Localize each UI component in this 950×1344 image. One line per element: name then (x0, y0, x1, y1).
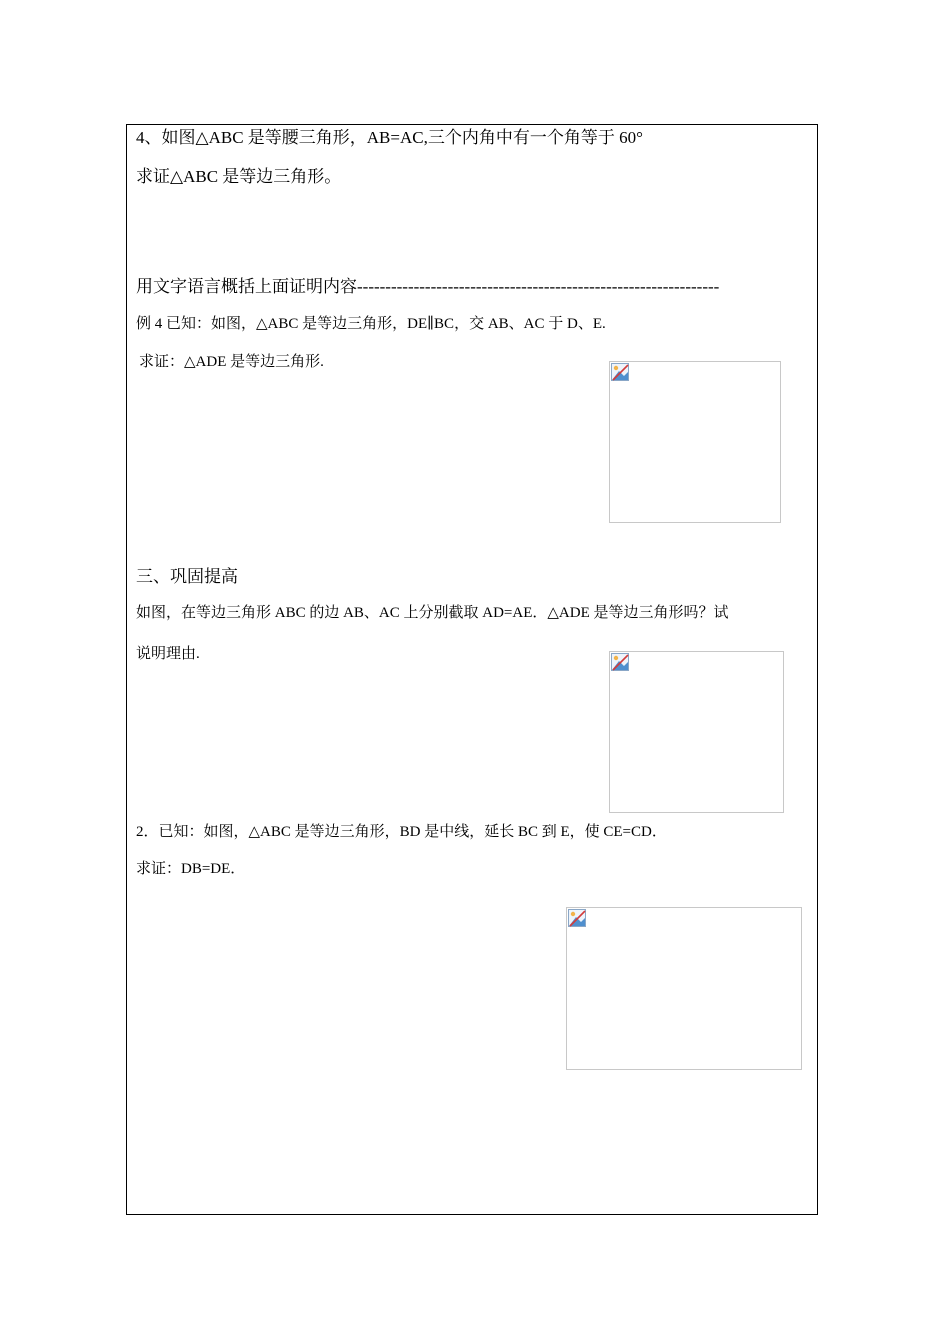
question-4-prove: 求证△ABC 是等边三角形。 (136, 167, 342, 186)
example-4-figure (609, 361, 781, 523)
section-heading-consolidate: 三、巩固提高 (136, 567, 238, 586)
example-4-given: 例 4 已知：如图，△ABC 是等边三角形，DE∥BC，交 AB、AC 于 D、E. (136, 316, 606, 332)
consolidate-question-1: 如图，在等边三角形 ABC 的边 AB、AC 上分别截取 AD=AE．△ADE 是等边三角形吗？试 (136, 605, 729, 621)
consolidate-question-1-cont: 说明理由. (136, 646, 200, 662)
summary-instruction: 用文字语言概括上面证明内容---------------------------------------------------------------- (136, 277, 720, 296)
broken-image-icon (568, 909, 586, 927)
broken-image-icon (611, 363, 629, 381)
consolidate-figure-1 (609, 651, 784, 813)
broken-image-icon (611, 653, 629, 671)
question-2-figure (566, 907, 802, 1070)
question-2-given: 2．已知：如图，△ABC 是等边三角形，BD 是中线，延长 BC 到 E，使 CE=CD． (136, 824, 667, 840)
question-2-prove: 求证：DB=DE． (136, 861, 246, 877)
example-4-prove: 求证：△ADE 是等边三角形. (139, 354, 324, 370)
question-4-statement: 4、如图△ABC 是等腰三角形，AB=AC,三个内角中有一个角等于 60° (136, 128, 643, 147)
